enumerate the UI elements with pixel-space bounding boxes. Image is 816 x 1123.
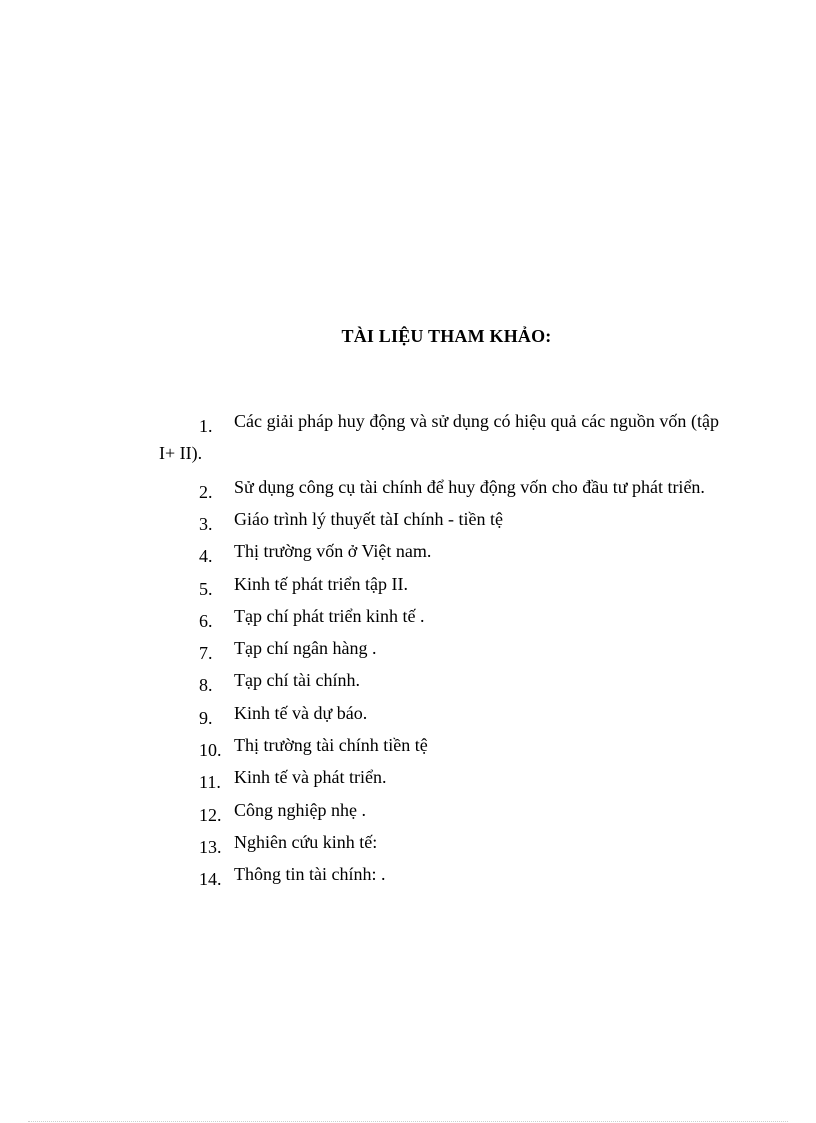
reference-item [159,858,719,890]
reference-number: 6. [199,610,213,631]
page-bottom-divider [28,1121,788,1122]
reference-text: Thị trường tài chính tiền tệ [234,735,428,756]
reference-number: 11. [199,772,221,793]
reference-text: Nghiên cứu kinh tế: [234,831,378,852]
reference-number: 2. [199,482,213,502]
reference-item [159,503,719,535]
reference-text: Kinh tế và dự báo. [234,702,368,723]
reference-number: 7. [199,643,213,664]
reference-item [159,794,719,826]
reference-number: 5. [199,578,213,599]
reference-number: 9. [199,707,213,728]
reference-item [159,535,719,567]
reference-text: Thị trường vốn ở Việt nam. [234,541,432,562]
reference-item [159,664,719,696]
reference-number: 13. [199,836,222,857]
reference-text: Tạp chí tài chính. [234,670,360,691]
reference-number: 8. [199,675,213,696]
reference-number: 12. [199,804,222,825]
reference-item [159,471,719,503]
reference-text: Kinh tế phát triển tập II. [234,573,408,594]
reference-item [159,405,719,469]
reference-text: Công nghiệp nhẹ . [234,799,366,820]
reference-item [159,761,719,793]
reference-text: Giáo trình lý thuyết tàI chính - tiền tệ [234,509,503,529]
reference-text: Tạp chí phát triển kinh tế . [234,605,425,626]
reference-text: Tạp chí ngân hàng . [234,638,377,659]
reference-number: 1. [199,416,213,436]
reference-text: Sử dụng công cụ tài chính để huy động vốn cho đầu tư phát triển. [234,477,705,497]
reference-text: Kinh tế và phát triển. [234,767,387,788]
reference-item [159,697,719,729]
reference-list [159,405,719,891]
reference-text: Thông tin tài chính: . [234,864,386,885]
reference-item [159,826,719,858]
reference-number: 14. [199,869,222,890]
reference-number: 4. [199,546,213,567]
page-title: TÀI LIỆU THAM KHẢO: [341,326,552,346]
reference-number: 10. [199,740,222,761]
reference-item [159,600,719,632]
reference-item [159,729,719,761]
reference-item [159,568,719,600]
reference-item [159,632,719,664]
reference-text: Các giải pháp huy động và sử dụng có hiệu quả các nguồn vốn (tập I+ II). [159,411,719,463]
reference-number: 3. [199,514,213,534]
